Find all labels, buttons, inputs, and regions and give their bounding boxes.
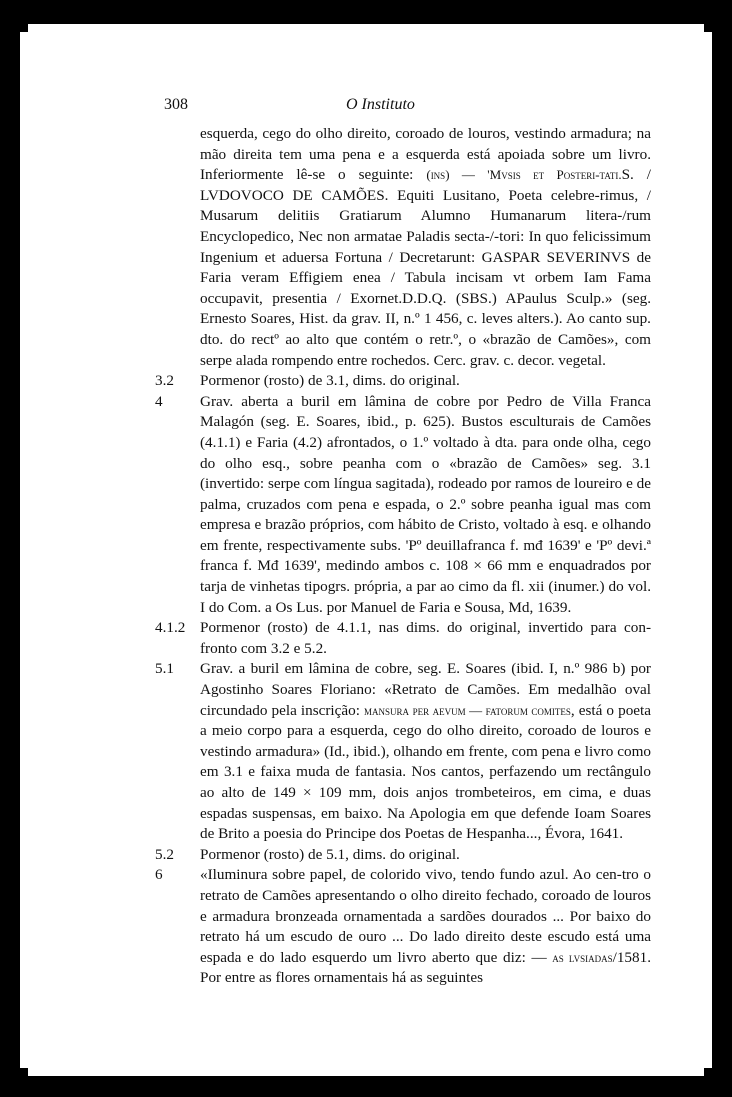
entry-text: Pormenor (rosto) de 3.1, dims. do original. [200, 372, 460, 390]
entry-text: b [612, 660, 621, 678]
entry-text: Pormenor (rosto) de 5.1, dims. do original. [200, 845, 460, 863]
entry-text: a [261, 598, 276, 616]
crop-mark [20, 24, 28, 32]
entry-text: ), rodeado por ramos de loureiro e de palma, cruzados com pena e espada, o 2.º sobre peanha igual mas com empresa e brazão próprios, com hábito de Cristo, voltado à esq. e olhando em frente, respectivamente subs. ' [200, 475, 652, 554]
entry-text: Pº devi.ª franca f. Mđ 1639 [200, 536, 651, 575]
entry-text: Apologia em que defende Ioam Soares de Brito a poesia do Principe dos Poetas de Hespanha... [200, 804, 651, 843]
catalogue-entry [155, 865, 651, 989]
entry-text: LVDOVOCO DE CAMÕES. Equiti Lusitano, Poeta celebre-rimus, / Musarum delitiis Gratiarum Alumno Humanarum litera-/rum Encyclopedico, Nec non armatae Paladis secta-/-tori: In quo felicissimum Ingenium et aduersa Fortuna / Decretarunt: GASPAR SEVERINVS de Faria veram Effigiem enea / Tabula incisam vt orbem Iam Fama occupavit, presentia / Exornet. [200, 186, 651, 307]
entry-text: II, n.º 1 456, c. leves alters.). Ao canto sup. dto. do rectº ao alto que contém o retr.º, o «brazão de Camões», com serpe alada rompendo entre rochedos. Cerc. grav. c. decor. vegetal. [200, 310, 651, 369]
catalogue-entry [155, 618, 651, 659]
entry-text: Pº deuillafranca f. mđ 1639 [408, 536, 578, 554]
entry-text: esquerda, cego do olho direito, coroado de louros, vestindo armadura; na mão direita tem uma pena e a esquerda está apoiada sobre um livro. Inferiormente lê-se o seguinte: [200, 125, 651, 184]
entry-number: 4 [155, 392, 163, 410]
running-title: O Instituto [346, 96, 415, 113]
entry-text: APaulus Sculp. [505, 289, 605, 307]
entry-number: 5.2 [155, 845, 174, 863]
entry-text: ' e ' [577, 536, 600, 554]
entry-text: (inumer.) do vol. I do [200, 578, 651, 616]
entry-text: Os Lus. [275, 598, 323, 616]
entry-text: ', medindo ambos c. 108 × 66 mm e enquadrados por tarja de vinhetas tipogrs. própria, a par ao cimo da fl. [200, 557, 651, 596]
running-header [20, 96, 712, 120]
entry-text: para con-fronto com 3.2 e 5.2. [200, 619, 652, 657]
entry-text: com língua sagitada [303, 475, 426, 493]
entry-text: invertido [528, 619, 584, 637]
page [20, 24, 712, 1076]
entry-text: as lvsiadas [552, 949, 613, 965]
entry-text: D.D.Q. (SBS.) [402, 289, 506, 307]
catalogue-entry [155, 845, 651, 866]
catalogue-text [155, 124, 651, 989]
entry-text: » (seg. Ernesto Soares, [200, 289, 651, 328]
entry-number: 3.2 [155, 372, 174, 390]
entry-text: S. / [621, 166, 651, 184]
entry-text: xii [528, 578, 545, 596]
entry-text: , Évora, 1641. [537, 825, 624, 843]
entry-text: «Iluminura sobre papel, de colorido vivo, tendo fundo azul. Ao cen-tro o retrato de Camões apresentando o olho direito fechado, coroado de louros e armadura bronzeada ornamentada a sardões dourados ... Por baixo do retrato há um escudo de ouro ... Do lado direito deste escudo está uma espada e do lado esquerdo um livro aberto que diz: — [200, 866, 651, 966]
entry-text: (ins) — 'Mvsis et Posteri-tati. [426, 167, 622, 183]
entry-number: 5.1 [155, 660, 174, 678]
crop-mark [704, 1068, 712, 1076]
entry-text: Pormenor (rosto) de 4.1.1, nas dims. do original, [200, 619, 529, 637]
page-number: 308 [164, 96, 188, 113]
entry-text: /1581. Por entre as flores ornamentais há as seguintes [200, 948, 651, 987]
catalogue-entry [155, 124, 651, 371]
entry-text: Grav. a buril em lâmina de cobre, seg. E. Soares (ibid. I, n.º 986 [200, 660, 613, 678]
entry-text: por Manuel de Faria e Sousa, Md, 1639. [322, 598, 572, 616]
crop-mark [704, 24, 712, 32]
entry-text: muda [296, 763, 330, 781]
catalogue-entry [155, 371, 651, 392]
entry-text: mansura per aevum — fatorum comites [364, 702, 571, 718]
entry-text: de fantasia. Nos cantos, perfazendo um rectângulo ao alto de 149 × 109 mm, dois anjos trombeteiros, em cima, e duas espadas suspensas, em baixo. Na [200, 763, 651, 822]
entry-number: 6 [155, 866, 163, 884]
entry-text: Hist. da grav. [299, 310, 382, 328]
entry-number: 4.1.2 [155, 619, 186, 637]
entry-text: , está o poeta a meio corpo para a esquerda, cego do olho direito, coroado de louros e vestindo armadura» (Id., ibid.), olhando em frente, com pena e livro como em 3.1 e faixa [200, 701, 651, 781]
entry-text: Grav. aberta a buril em lâmina de cobre por Pedro de Villa Franca Malagón (seg. E. Soares, ibid., p. 625). Bustos esculturais de Camões (4.1.1) e Faria (4.2) afrontados, o 1.º voltado à dta. para onde olha, cego do olho esq., sobre peanha com o «brazão de Camões» seg. 3.1 (invertido: serpe [200, 392, 651, 493]
crop-mark [20, 1068, 28, 1076]
entry-text: Com. [227, 598, 262, 616]
catalogue-entry [155, 659, 651, 844]
entry-text: ) por Agostinho Soares Floriano: «Retrato de Camões. Em medalhão oval circundado pela inscrição: [200, 660, 651, 719]
catalogue-entry [155, 392, 651, 619]
